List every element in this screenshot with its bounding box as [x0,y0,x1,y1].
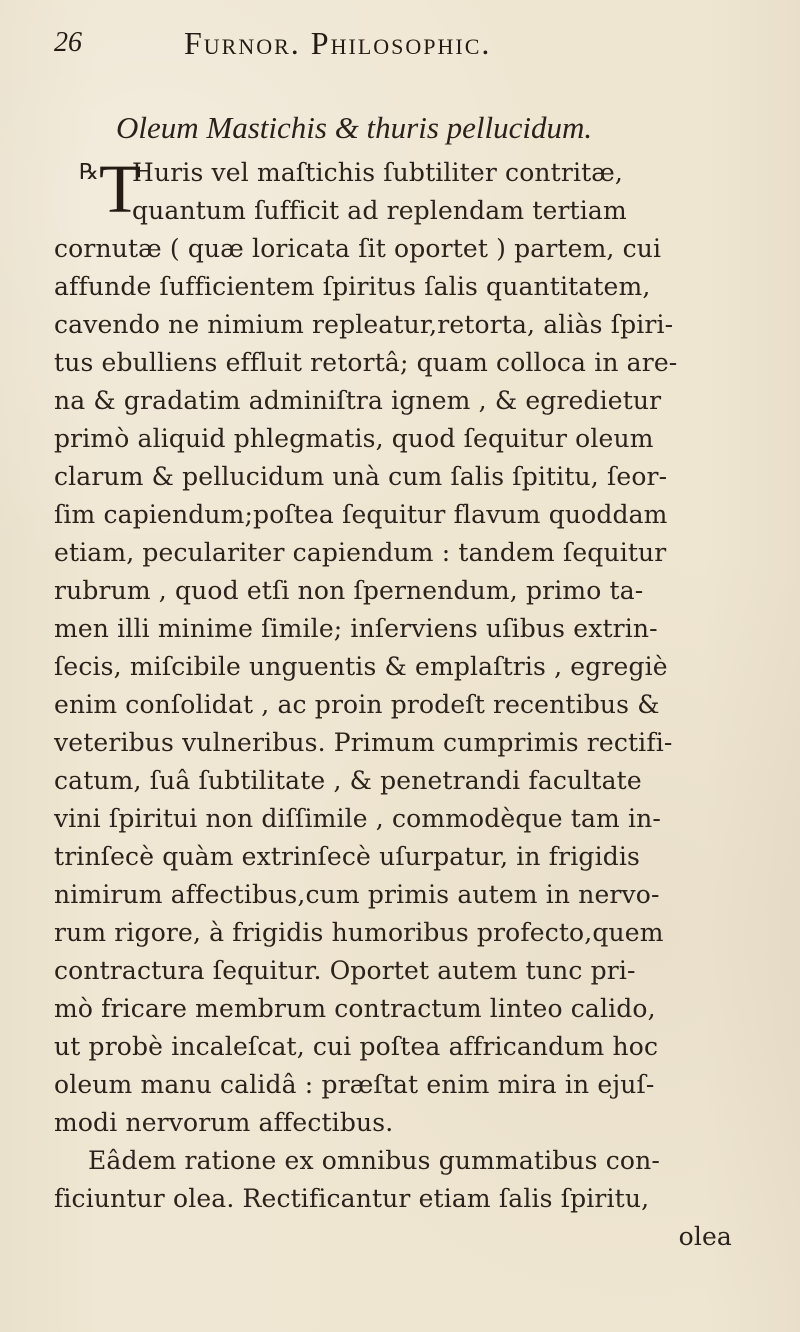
text-line-10: ſim capiendum;poſtea ſequitur flavum quoddam [54,500,668,529]
text-line-9: clarum & pellucidum unà cum ſalis ſpititu, ſeor- [54,462,668,491]
text-line-16: veteribus vulneribus. Primum cumprimis rectifi- [54,728,673,757]
text-line-21: rum rigore, à frigidis humoribus profecto,quem [54,918,664,947]
text-line-23: mò fricare membrum contractum linteo calido, [54,994,656,1023]
text-line-1: Huris vel maſtichis ſubtiliter contritæ, [132,158,624,187]
text-line-22: contractura ſequitur. Oportet autem tunc pri- [54,956,636,985]
recipe-paragraph [54,151,760,1256]
page-number: 26 [54,27,82,58]
text-line-29: olea [678,1222,732,1251]
text-line-11: etiam, peculariter capiendum : tandem ſequitur [54,538,667,567]
text-line-24: ut probè incaleſcat, cui poſtea affricandum hoc [54,1032,659,1061]
running-title: Furnor. Philosophic. [184,25,492,61]
text-line-7: na & gradatim adminiſtra ignem , & egredietur [54,386,662,415]
text-line-28: ficiuntur olea. Rectificantur etiam ſalis ſpiritu, [54,1184,650,1213]
text-line-27: Eâdem ratione ex omnibus gummatibus con- [88,1146,660,1175]
text-line-5: cavendo ne nimium repleatur,retorta, aliàs ſpiri- [54,310,674,339]
text-line-14: ſecis, miſcibile unguentis & emplaſtris , egregiè [54,652,668,681]
running-head [54,22,760,64]
text-line-4: affunde ſufficientem ſpiritus ſalis quantitatem, [54,272,651,301]
recipe-title: Oleum Mastichis & thuris pellucidum. [116,110,593,145]
text-line-25: oleum manu calidâ : præſtat enim mira in ejuſ- [54,1070,655,1099]
text-line-2: quantum ſufficit ad replendam tertiam [132,196,627,225]
text-line-26: modi nervorum affectibus. [54,1108,394,1137]
recipe-symbol-icon: ℞ [79,160,99,185]
text-line-19: trinſecè quàm extrinſecè uſurpatur, in frigidis [54,842,641,871]
text-line-20: nimirum affectibus,cum primis autem in nervo- [54,880,660,909]
text-line-13: men illi minime ſimile; inſerviens uſibus extrin- [54,614,658,643]
text-line-8: primò aliquid phlegmatis, quod ſequitur oleum [54,424,654,453]
drop-cap: T [99,151,142,227]
text-line-6: tus ebulliens effluit retortâ; quam colloca in are- [54,348,678,377]
text-line-18: vini ſpiritui non diſſimile , commodèque tam in- [54,804,661,833]
text-line-3: cornutæ ( quæ loricata ſit oportet ) partem, cui [54,234,662,263]
text-line-17: catum, ſuâ ſubtilitate , & penetrandi facultate [54,766,642,795]
text-line-15: enim conſolidat , ac proin prodeſt recentibus & [54,690,660,719]
text-line-12: rubrum , quod etſi non ſpernendum, primo ta- [54,576,644,605]
